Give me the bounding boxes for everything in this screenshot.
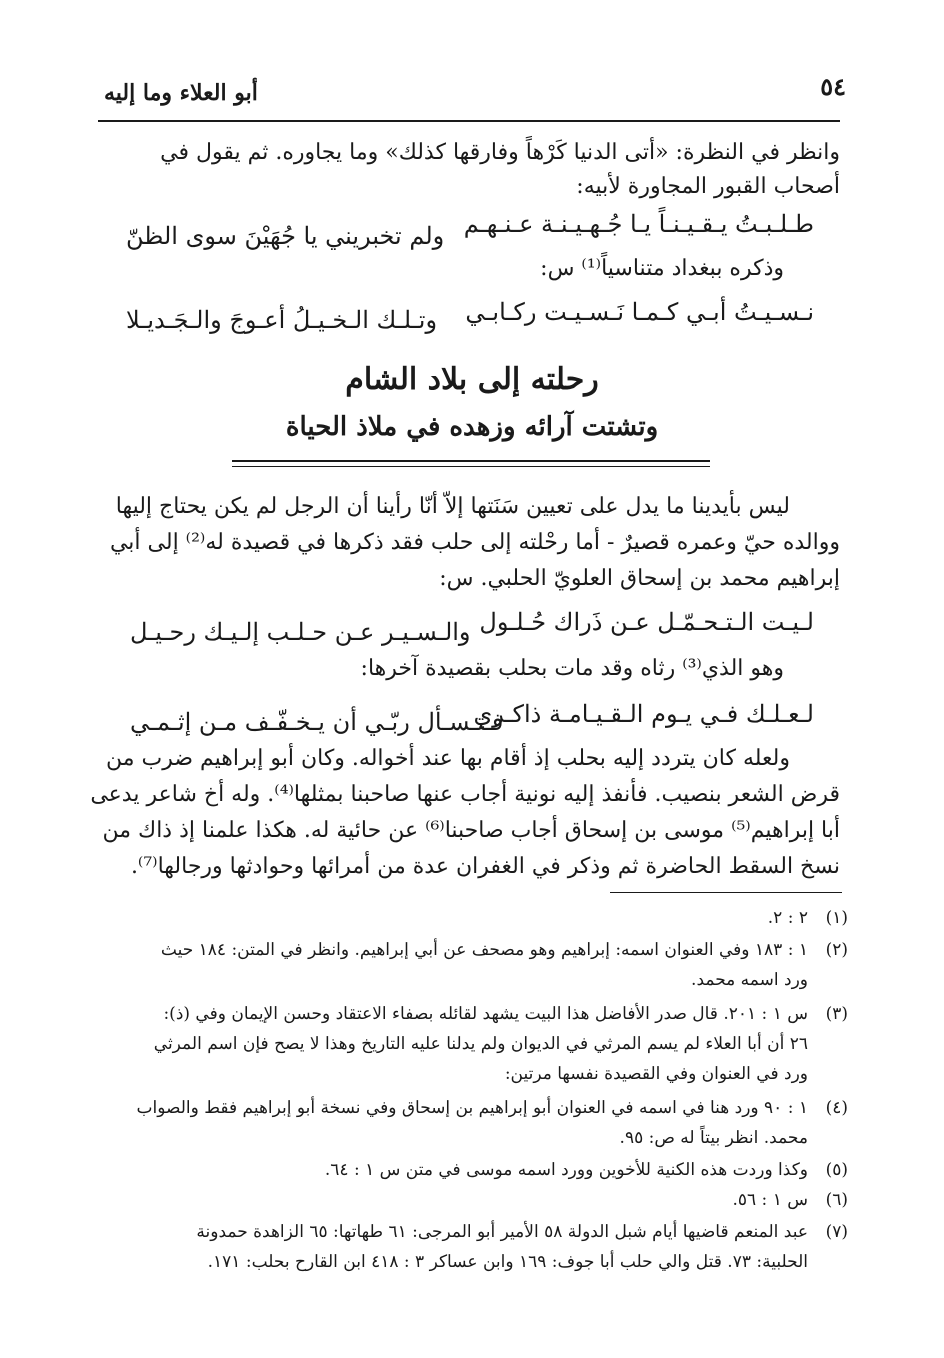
verse-2-first-hemistich: نـسـيـتُ أبـي كـمـا نَـسـيـت ركـابـي: [465, 298, 814, 326]
running-title: أبو العلاء وما إليه: [104, 80, 258, 106]
footnote-text: عبد المنعم قاضيها أيام شبل الدولة ٥٨ الأمير أبو المرجى: ٦١ طهاتها: ٦٥ الزاهدة حمدونة: [196, 1222, 808, 1242]
verse-4-first-hemistich: لـعـلـك فـي يـوم الـقـيـامـة ذاكـري: [473, 700, 814, 728]
mid-line: وذكره ببغداد متناسياً⁽¹⁾ س:: [540, 256, 784, 281]
verse-2-second-hemistich: وتـلـك الـخـيـلُ أعـوجَ والـجَـديـلا: [126, 306, 438, 334]
footnote-text: ورد في العنوان وفي القصيدة نفسها مرتين:: [504, 1064, 808, 1084]
mid-line-2: وهو الذي⁽³⁾ رثاه وقد مات بحلب بقصيدة آخرها:: [360, 656, 784, 681]
intro-line-2: أصحاب القبور المجاورة لأبيه:: [576, 174, 840, 199]
footnote-text: الحلبية: ٧٣. قتل والي حلب أبا جوف: ١٦٩ وابن عساكر ٣ : ٤١٨ ابن القارح بحلب: ١٧١.: [207, 1252, 808, 1272]
body-2-line-2: قرض الشعر بنصيب. فأنفذ إليه نونية أجاب عنها صاحبنا بمثلها⁽⁴⁾. وله أخ شاعر يدعى: [90, 782, 840, 807]
body-2-line-4: نسخ السقط الحاضرة ثم وذكر في الغفران عدة من أمرائها وحوادثها ورجالها⁽⁷⁾.: [130, 854, 840, 879]
verse-3-first-hemistich: لـيـت الـتـحـمّـل عـن ذَراك حُـلـول: [479, 608, 814, 636]
title-rule-thick: [232, 460, 710, 462]
intro-line-1: وانظر في النظرة: «أتى الدنيا كَرْهاً وفارقها كذلك» وما يجاوره. ثم يقول في: [160, 140, 840, 165]
footnote-text: ١ : ١٨٣ وفي العنوان اسمه: إبراهيم وهو مصحف عن أبي إبراهيم. وانظر في المتن: ١٨٤ حيث: [160, 940, 808, 960]
title-rule-thin: [232, 466, 710, 467]
footnote-number: (٢): [825, 940, 848, 960]
verse-4-second-hemistich: فـتـسـأل ربّـي أن يـخـفّـف مـن إثـمـي: [130, 708, 504, 736]
footnote-text: ٢ : ٢.: [767, 908, 808, 928]
footnote-rule: [610, 892, 842, 893]
footnote-number: (٦): [825, 1190, 848, 1210]
verse-3-second-hemistich: والـسـيـر عـن حـلـب إلـيـك رحـيـل: [130, 618, 471, 646]
footnote-text: ورد اسمه محمد.: [691, 970, 808, 990]
footnote-number: (٥): [825, 1160, 848, 1180]
footnote-number: (٤): [825, 1098, 848, 1118]
page-number: ٥٤: [820, 72, 846, 101]
footnote-number: (٣): [825, 1004, 848, 1024]
section-title: رحلته إلى بلاد الشام: [345, 362, 599, 397]
header-rule: [98, 120, 840, 122]
section-subtitle: وتشتت آرائه وزهده في ملاذ الحياة: [285, 412, 659, 442]
body-2-line-1: ولعله كان يتردد إليه بحلب إذ أقام بها عند أخواله. وكان أبو إبراهيم ضرب من: [105, 746, 790, 771]
footnote-number: (١): [825, 908, 848, 928]
verse-1-first-hemistich: طـلـبـتُ يـقـيـنـاً يـا جُـهـيـنـة عـنـهـم: [463, 210, 814, 238]
footnote-text: وكذا وردت هذه الكنية للأخوين وورد اسمه موسى في متن س ١ : ٦٤.: [324, 1160, 808, 1180]
footnote-text: س ١ : ٥٦.: [732, 1190, 808, 1210]
body-1-line-2: ووالده حيّ وعمره قصيرٌ - أما رحْلته إلى حلب فقد ذكرها في قصيدة له⁽²⁾ إلى أبي: [109, 530, 840, 555]
body-1-line-3: إبراهيم محمد بن إسحاق العلويّ الحلبي. س:: [439, 566, 840, 591]
verse-1-second-hemistich: ولم تخبريني يا جُهَيْنَ سوى الظنّ: [126, 222, 445, 250]
body-2-line-3: أبا إبراهيم⁽⁵⁾ موسى بن إسحاق أجاب صاحبنا⁽⁶⁾ عن حائية له. هكذا علمنا إذ ذاك من: [102, 818, 840, 843]
body-1-line-1: ليس بأيدينا ما يدل على تعيين سَنَتها إلاّ أنّا رأينا أن الرجل لم يكن يحتاج إليها: [115, 494, 790, 519]
footnote-text: س ١ : ٢٠١. قال صدر الأفاضل هذا البيت يشهد لقائله بصفاء الاعتقاد وحسن الإيمان وفي (ذ):: [163, 1004, 808, 1024]
footnote-text: محمد. انظر بيتاً له ص: ٩٥.: [619, 1128, 808, 1148]
footnote-text: ١ : ٩٠ ورد هنا في اسمه في العنوان أبو إبراهيم بن إسحاق وفي نسخة أبو إبراهيم فقط والصواب: [136, 1098, 808, 1118]
footnote-text: ٢٦ أن أبا العلاء لم يسم المرثي في الديوان ولم يدلنا عليه التاريخ وهذا لا يصح فإن اسم المرثي: [153, 1034, 808, 1054]
footnote-number: (٧): [825, 1222, 848, 1242]
